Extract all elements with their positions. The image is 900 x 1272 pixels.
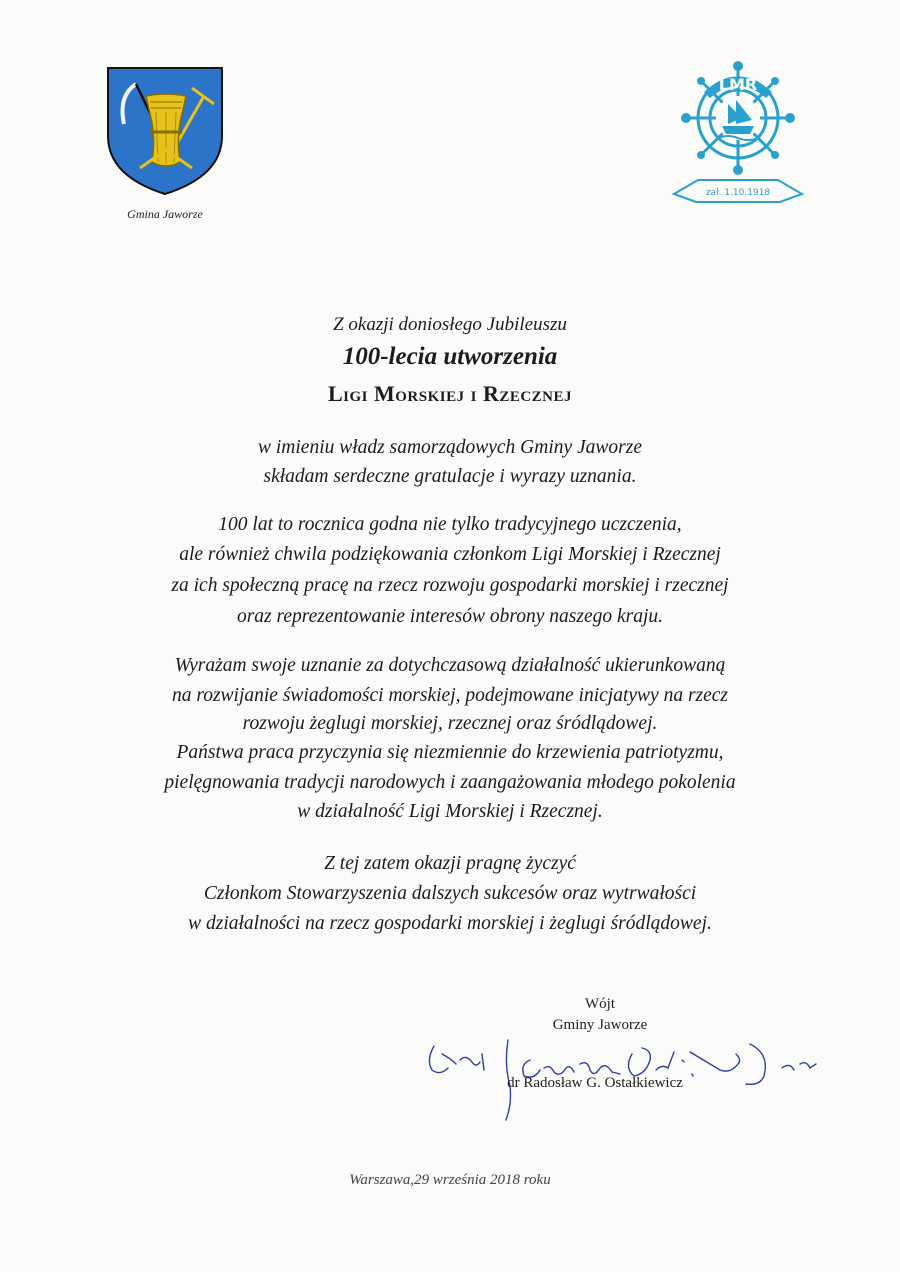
crest-caption: Gmina Jaworze <box>127 207 203 221</box>
handwritten-signature <box>420 1024 830 1124</box>
lmr-logo-text: LMR <box>718 75 758 94</box>
title-line-1: 100-lecia utworzenia <box>342 343 558 370</box>
paragraph-line: Członkom Stowarzyszenia dalszych sukcesów oraz wytrwałości <box>203 883 697 904</box>
paragraph-line: w działalność Ligi Morskiej i Rzecznej. <box>297 801 603 822</box>
paragraph-line: pielęgnowania tradycji narodowych i zaangażowania młodego pokolenia <box>164 772 736 793</box>
paragraph-line: Z tej zatem okazji pragnę życzyć <box>324 853 576 874</box>
lmr-ribbon-text: zał. 1.10.1918 <box>705 188 771 198</box>
paragraph-line: rozwoju żeglugi morskiej, rzecznej oraz śródlądowej. <box>242 713 658 734</box>
intro-line: Z okazji doniosłego Jubileuszu <box>333 314 567 335</box>
paragraph-line: Państwa praca przyczynia się niezmiennie do krzewienia patriotyzmu, <box>176 742 724 763</box>
paragraph-line: składam serdeczne gratulacje i wyrazy uznania. <box>263 466 637 487</box>
signatory-name: dr Radosław G. Ostałkiewicz <box>507 1075 683 1091</box>
paragraph-line: za ich społeczną pracę na rzecz rozwoju gospodarki morskiej i rzecznej <box>171 575 729 596</box>
paragraph-line: w imieniu władz samorządowych Gminy Jaworze <box>257 437 643 458</box>
paragraph-line: w działalności na rzecz gospodarki morskiej i żeglugi śródlądowej. <box>188 913 712 934</box>
paragraph-line: na rozwijanie świadomości morskiej, podejmowane inicjatywy na rzecz <box>171 685 729 706</box>
paragraph-line: Wyrażam swoje uznanie za dotychczasową działalność ukierunkowaną <box>174 655 726 676</box>
signoff-role: Wójt <box>585 996 615 1012</box>
gmina-jaworze-crest-icon <box>106 66 224 196</box>
paragraph-line: 100 lat to rocznica godna nie tylko tradycyjnego uczczenia, <box>218 514 682 535</box>
lmr-logo-icon <box>668 52 808 212</box>
letter-date: Warszawa,29 września 2018 roku <box>349 1172 551 1188</box>
signoff-office: Gminy Jaworze <box>552 1017 648 1033</box>
paragraph-line: ale również chwila podziękowania członkom Ligi Morskiej i Rzecznej <box>179 544 721 565</box>
paragraph-line: oraz reprezentowanie interesów obrony naszego kraju. <box>236 606 664 627</box>
title-line-2: Ligi Morskiej i Rzecznej <box>327 381 573 406</box>
